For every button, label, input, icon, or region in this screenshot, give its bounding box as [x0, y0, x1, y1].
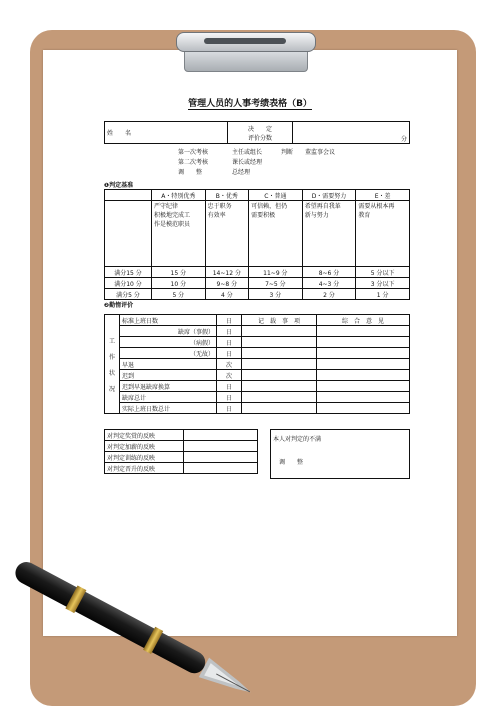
- row-sick-leave: （病假）: [120, 337, 217, 348]
- desc-e: 需要从根本再 教育: [356, 201, 410, 267]
- decision-label: 决 定: [247, 125, 272, 133]
- work-status-label: 工 作 状 况: [105, 315, 120, 414]
- steps-block: [176, 146, 337, 176]
- unit: 日: [217, 348, 242, 359]
- row-late: 迟到: [120, 370, 217, 381]
- step-3-who: 总经理: [232, 168, 251, 176]
- step-3: 调 整: [178, 168, 203, 176]
- cell: 11~9 分: [249, 267, 303, 278]
- step-1: 第一次考核: [178, 148, 209, 156]
- header-table: [104, 121, 410, 144]
- grade-b: B・优秀: [205, 190, 248, 201]
- step-2-who: 课长或经理: [232, 158, 263, 166]
- cell: 15 分: [152, 267, 206, 278]
- col-record: 记 载 事 项: [242, 315, 317, 326]
- unit: 日: [217, 392, 242, 403]
- col-summary: 综 合 意 见: [317, 315, 410, 326]
- row-absence-total: 缺席总计: [120, 392, 217, 403]
- unit: 日: [217, 403, 242, 414]
- col-standard-days: 标准上班日数: [120, 315, 217, 326]
- desc-b: 忠于职务 有效率: [205, 201, 248, 267]
- score-row-15: 满分15 分: [105, 267, 152, 278]
- cell: 5 分: [152, 289, 206, 300]
- score-row-10: 满分10 分: [105, 278, 152, 289]
- unit: 次: [217, 359, 242, 370]
- step-2: 第二次考核: [178, 158, 209, 166]
- unit-day: 日: [217, 315, 242, 326]
- score-label: 评价分数: [247, 134, 272, 142]
- desc-a: 严守纪律 积极地完成工 作是模范职员: [152, 201, 206, 267]
- row-absence-personal: 缺席（事假）: [120, 326, 217, 337]
- unit: 日: [217, 381, 242, 392]
- row-unexcused: （无故）: [120, 348, 217, 359]
- score-row-5: 满分5 分: [105, 289, 152, 300]
- attendance-table: [104, 314, 410, 414]
- clipboard-clip-icon: [176, 30, 314, 72]
- cell: 4~3 分: [302, 278, 356, 289]
- judge-table: [104, 189, 410, 300]
- cell: 9~8 分: [205, 278, 248, 289]
- feedback-left-table: [104, 429, 258, 474]
- cell: 3 分以下: [356, 278, 410, 289]
- row-early-leave: 早退: [120, 359, 217, 370]
- attendance-section-label: ❷勤惰评价: [104, 302, 134, 309]
- cell: 14~12 分: [205, 267, 248, 278]
- step-1-who: 主任或组长: [232, 148, 263, 156]
- desc-d: 希望再自我革 新与努力: [302, 201, 356, 267]
- fountain-pen-icon: [0, 560, 280, 706]
- feedback-raise: 对判定加薪的反映: [105, 441, 184, 452]
- feedback-promotion: 对判定晋升的反映: [105, 463, 184, 474]
- cell: 4 分: [205, 289, 248, 300]
- name-label: 姓 名: [105, 122, 228, 144]
- grade-a: A・特别优秀: [152, 190, 206, 201]
- cell: 2 分: [302, 289, 356, 300]
- adjust-label: 调 整: [279, 459, 304, 466]
- judge-section-label: ❶判定基准: [104, 182, 134, 189]
- grade-c: C・普通: [249, 190, 303, 201]
- unit: 日: [217, 326, 242, 337]
- unit: 次: [217, 370, 242, 381]
- document-title: 管理人员的人事考绩表格（B）: [188, 99, 312, 109]
- cell: 7~5 分: [249, 278, 303, 289]
- row-actual-days: 实际上班日数总计: [120, 403, 217, 414]
- row-conversion: 迟到早退缺席换算: [120, 381, 217, 392]
- self-complaint-label: 本人对判定的不满: [273, 436, 322, 443]
- cell: 8~6 分: [302, 267, 356, 278]
- cell: 10 分: [152, 278, 206, 289]
- grade-d: D・需要努力: [302, 190, 356, 201]
- cell: 1 分: [356, 289, 410, 300]
- grade-e: E・差: [356, 190, 410, 201]
- desc-c: 可信赖，但仍 需要积极: [249, 201, 303, 267]
- feedback-right-table: [270, 429, 410, 479]
- feedback-reward: 对判定奖赏的反映: [105, 430, 184, 441]
- score-unit: 分: [293, 122, 410, 144]
- feedback-training: 对判定训练的反映: [105, 452, 184, 463]
- cell: 5 分以下: [356, 267, 410, 278]
- step-1-extra: 判断 董监事会议: [281, 148, 336, 156]
- cell: 3 分: [249, 289, 303, 300]
- unit: 日: [217, 337, 242, 348]
